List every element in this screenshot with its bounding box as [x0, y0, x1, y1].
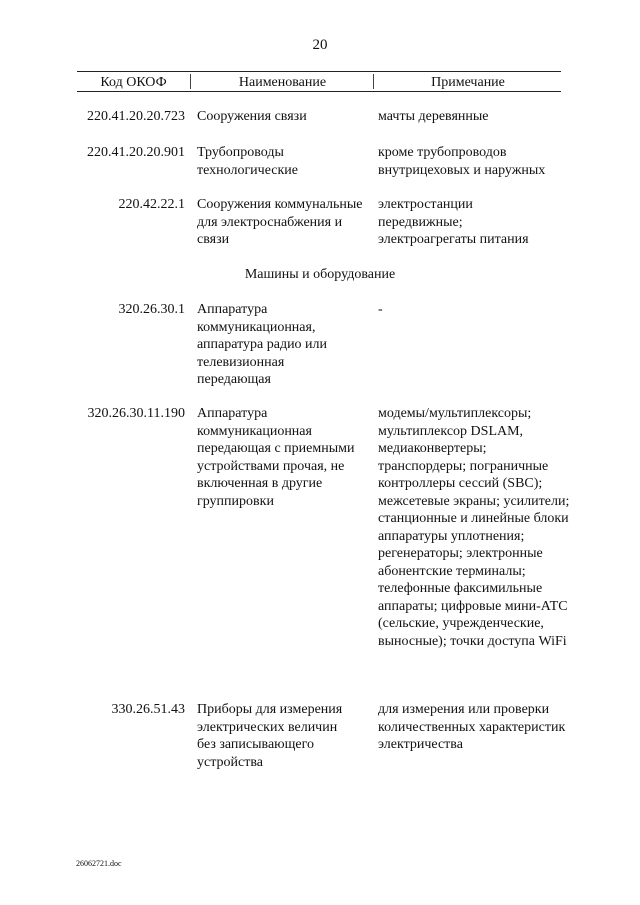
item-note: кроме трубопроводов внутрицеховых и наружных	[378, 145, 546, 178]
okof-code: 320.26.30.1	[118, 302, 185, 317]
item-note: -	[378, 302, 383, 317]
item-note: для измерения или проверки количественных характеристик электричества	[378, 702, 566, 752]
okof-code: 220.41.20.20.901	[87, 145, 185, 160]
footer-filename: 26062721.doc	[76, 859, 122, 868]
item-note: электростанции передвижные; электроагрегаты питания	[378, 197, 529, 247]
item-name: Сооружения коммунальные для электроснабжения и связи	[197, 197, 363, 247]
item-name: Приборы для измерения электрических величин без записывающего устройства	[197, 702, 343, 770]
okof-code: 320.26.30.11.190	[87, 406, 185, 421]
item-name: Аппаратура коммуникационная передающая с приемными устройствами прочая, не включенная в другие группировки	[197, 406, 355, 509]
item-note: мачты деревянные	[378, 109, 489, 124]
item-name: Трубопроводы технологические	[197, 145, 299, 178]
section-title: Машины и оборудование	[244, 267, 396, 282]
header-note: Примечание	[373, 74, 562, 89]
item-note: модемы/мультиплексоры; мультиплексор DSLAM, медиаконвертеры; транспордеры; пограничные контроллеры сессий (SBC); межсетевые экраны; усилители; станционные и линейные блоки аппаратуры уплотнения; регенераторы; электронные абонентские терминалы; телефонные факсимильные аппараты; цифровые мини-АТС (сельские, учрежденческие, выносные); точки доступа WiFi	[378, 406, 570, 649]
item-name: Сооружения связи	[197, 109, 307, 124]
okof-code: 330.26.51.43	[111, 702, 185, 717]
okof-code: 220.42.22.1	[118, 197, 185, 212]
page-number: 20	[312, 37, 328, 53]
okof-code: 220.41.20.20.723	[87, 109, 185, 124]
table-header	[77, 71, 561, 92]
header-name: Наименование	[190, 74, 374, 89]
item-name: Аппаратура коммуникационная, аппаратура радио или телевизионная передающая	[197, 302, 328, 387]
header-code: Код ОКОФ	[100, 75, 167, 90]
